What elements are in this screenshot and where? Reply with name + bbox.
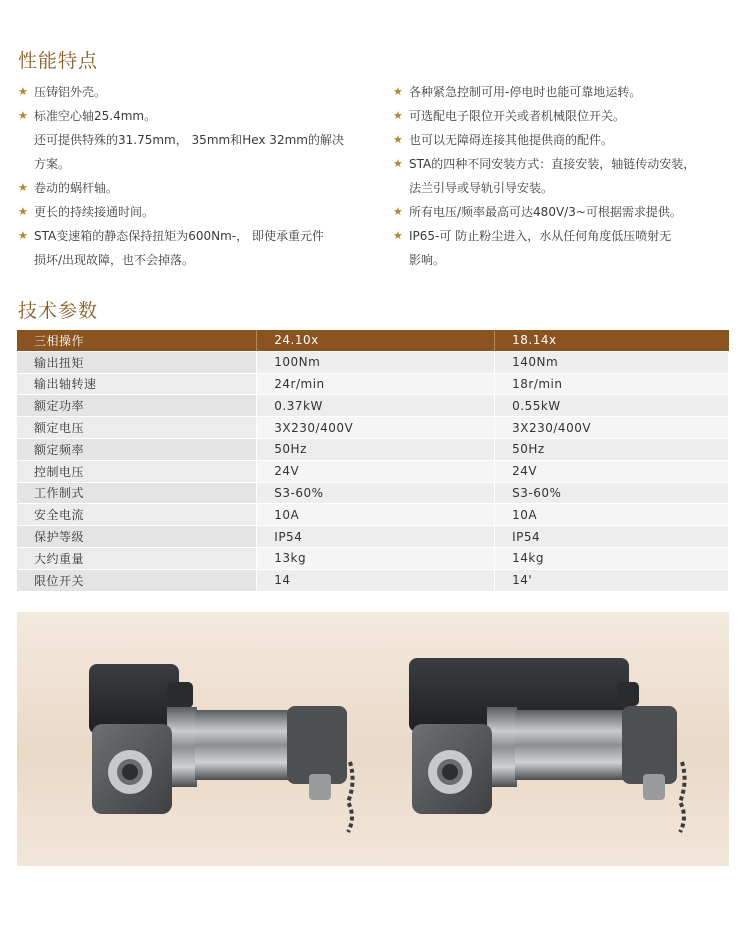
feature-text: 方案。 — [34, 157, 71, 171]
feature-item-continuation — [393, 176, 733, 200]
star-icon: ★ — [18, 229, 28, 242]
spec-value-model-2: 140Nm — [495, 351, 729, 373]
feature-text: 更长的持续接通时间。 — [34, 205, 155, 219]
spec-value-model-2: IP54 — [495, 526, 729, 548]
feature-text: STA的四种不同安装方式：直接安装，轴链传动安装， — [409, 157, 696, 171]
features-list-left — [18, 80, 368, 272]
feature-text: 法兰引导或导轨引导安装。 — [409, 181, 554, 195]
feature-item-continuation — [18, 152, 368, 176]
feature-text: 也可以无障碍连接其他提供商的配件。 — [409, 133, 614, 147]
feature-item — [393, 200, 733, 224]
spec-value-model-1: 24r/min — [257, 373, 495, 395]
star-icon — [18, 152, 34, 176]
feature-item-continuation — [18, 128, 368, 152]
specs-row — [17, 351, 729, 373]
star-icon: ★ — [393, 205, 403, 218]
feature-text: 损坏/出现故障，也不会掉落。 — [34, 253, 195, 267]
feature-text: 卷动的蜗杆轴。 — [34, 181, 119, 195]
feature-text: 还可提供特殊的31.75mm， 35mm和Hex 32mm的解决 — [34, 133, 344, 147]
specs-header-model-2: 18.14x — [495, 330, 729, 351]
feature-item — [393, 152, 733, 176]
spec-value-model-2: 0.55kW — [495, 395, 729, 417]
spec-label: 额定频率 — [17, 438, 257, 460]
spec-label: 工作制式 — [17, 482, 257, 504]
star-icon: ★ — [18, 85, 28, 98]
feature-text: 各种紧急控制可用-停电时也能可靠地运转。 — [409, 85, 642, 99]
specs-row — [17, 482, 729, 504]
feature-item — [18, 104, 368, 128]
feature-text: 压铸铝外壳。 — [34, 85, 107, 99]
feature-item — [18, 80, 368, 104]
specs-row — [17, 460, 729, 482]
spec-value-model-2: S3-60% — [495, 482, 729, 504]
feature-item — [393, 128, 733, 152]
spec-value-model-1: 13kg — [257, 547, 495, 569]
features-list-right — [393, 80, 733, 272]
spec-label: 输出扭矩 — [17, 351, 257, 373]
feature-text: 标准空心轴25.4mm。 — [34, 109, 157, 123]
star-icon: ★ — [393, 133, 403, 146]
feature-item — [393, 224, 733, 248]
spec-label: 输出轴转速 — [17, 373, 257, 395]
feature-item — [18, 224, 368, 248]
specs-table — [17, 330, 729, 592]
specs-row — [17, 547, 729, 569]
feature-text: 可选配电子限位开关或者机械限位开关。 — [409, 109, 626, 123]
spec-value-model-2: 24V — [495, 460, 729, 482]
star-icon — [18, 128, 34, 152]
specs-header-model-1: 24.10x — [257, 330, 495, 351]
spec-value-model-1: 24V — [257, 460, 495, 482]
feature-text: 所有电压/频率最高可达480V/3~可根据需求提供。 — [409, 205, 682, 219]
star-icon: ★ — [393, 85, 403, 98]
specs-header-row — [17, 330, 729, 351]
spec-label: 限位开关 — [17, 569, 257, 591]
star-icon: ★ — [18, 205, 28, 218]
specs-row — [17, 373, 729, 395]
spec-value-model-2: 14' — [495, 569, 729, 591]
motor-right — [409, 658, 685, 832]
spec-value-model-1: 100Nm — [257, 351, 495, 373]
feature-item-continuation — [18, 248, 368, 272]
spec-value-model-2: 10A — [495, 504, 729, 526]
specs-title: 技术参数 — [18, 300, 99, 322]
spec-label: 保护等级 — [17, 526, 257, 548]
star-icon: ★ — [18, 181, 28, 194]
spec-value-model-1: 50Hz — [257, 438, 495, 460]
spec-value-model-1: 0.37kW — [257, 395, 495, 417]
spec-label: 额定功率 — [17, 395, 257, 417]
feature-item — [18, 176, 368, 200]
star-icon: ★ — [393, 229, 403, 242]
spec-label: 安全电流 — [17, 504, 257, 526]
star-icon — [393, 248, 409, 272]
motor-left — [89, 664, 353, 832]
spec-value-model-2: 3X230/400V — [495, 417, 729, 439]
spec-value-model-1: IP54 — [257, 526, 495, 548]
spec-value-model-2: 18r/min — [495, 373, 729, 395]
specs-row — [17, 417, 729, 439]
product-photo-svg — [17, 612, 729, 866]
specs-row — [17, 504, 729, 526]
specs-header-label: 三相操作 — [17, 330, 257, 351]
feature-item — [393, 80, 733, 104]
star-icon: ★ — [393, 109, 403, 122]
feature-item-continuation — [393, 248, 733, 272]
feature-text: STA变速箱的静态保持扭矩为600Nm-， 即使承重元件 — [34, 229, 324, 243]
feature-text: 影响。 — [409, 253, 446, 267]
feature-item — [393, 104, 733, 128]
spec-value-model-1: 10A — [257, 504, 495, 526]
product-photo — [17, 612, 729, 866]
star-icon — [393, 176, 409, 200]
star-icon: ★ — [393, 157, 403, 170]
spec-value-model-1: S3-60% — [257, 482, 495, 504]
spec-value-model-1: 3X230/400V — [257, 417, 495, 439]
feature-text: IP65-可 防止粉尘进入，水从任何角度低压喷射无 — [409, 229, 672, 243]
spec-label: 大约重量 — [17, 547, 257, 569]
specs-row — [17, 395, 729, 417]
specs-row — [17, 438, 729, 460]
star-icon: ★ — [18, 109, 28, 122]
specs-row — [17, 526, 729, 548]
star-icon — [18, 248, 34, 272]
spec-label: 控制电压 — [17, 460, 257, 482]
feature-item — [18, 200, 368, 224]
spec-label: 额定电压 — [17, 417, 257, 439]
spec-value-model-2: 50Hz — [495, 438, 729, 460]
spec-value-model-1: 14 — [257, 569, 495, 591]
spec-value-model-2: 14kg — [495, 547, 729, 569]
specs-row — [17, 569, 729, 591]
features-title: 性能特点 — [18, 50, 99, 72]
